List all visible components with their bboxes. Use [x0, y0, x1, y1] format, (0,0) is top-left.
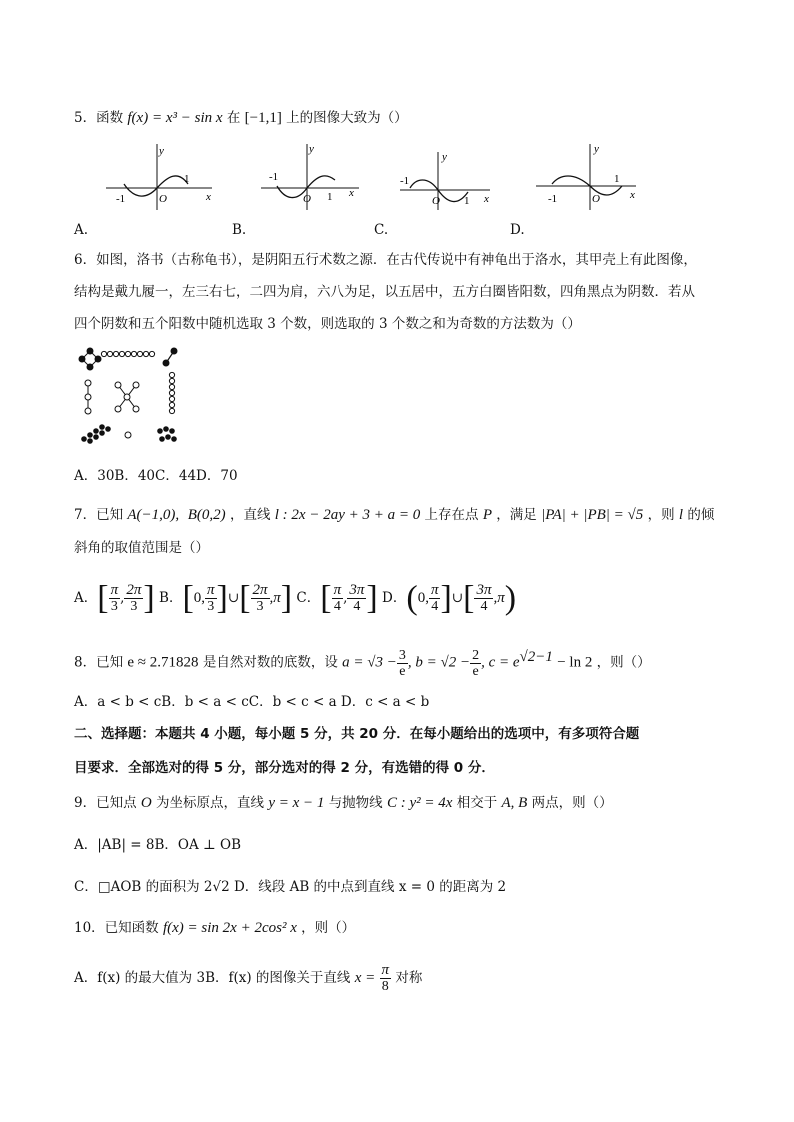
q10-stem: 10．已知函数 f(x) = sin 2x + 2cos² x ，则（）: [74, 920, 356, 936]
svg-text:1: 1: [614, 173, 620, 185]
q7-option-a[interactable]: A．[ $\frac{\pi}{3}$ , $\frac{2\pi}{3}$ ]: [74, 579, 155, 617]
svg-text:x: x: [630, 189, 635, 201]
svg-text:O: O: [159, 193, 167, 205]
luoshu-seven-circles: [169, 372, 174, 413]
svg-text:-1: -1: [116, 193, 126, 205]
q6-line-3: 四个阴数和五个阳数中随机选取 3 个数，则选取的 3 个数之和为奇数的方法数为（）: [74, 316, 581, 332]
svg-text:y: y: [309, 143, 314, 155]
svg-text:1: 1: [184, 173, 190, 185]
svg-text:x: x: [206, 191, 211, 203]
svg-text:O: O: [592, 193, 600, 205]
q5-graph-d: [532, 140, 644, 212]
q5-interval: [−1,1]: [244, 110, 282, 126]
svg-text:y: y: [594, 143, 599, 155]
q5-option-a[interactable]: A.: [74, 222, 89, 238]
svg-text:x: x: [349, 187, 354, 199]
q7-option-b[interactable]: B．[0, $\frac{\pi}{3}$ ]∪[ $\frac{2\pi}{3}$ ,π]: [159, 579, 293, 617]
q8-options[interactable]: A．a < b < cB．b < a < cC．b < c < a D．c < a < b: [74, 694, 430, 710]
q7-option-d[interactable]: D．(0, $\frac{\pi}{4}$ ]∪[ $\frac{3\pi}{4}$ ,π): [382, 579, 517, 617]
q9-options-ab[interactable]: A．|AB| = 8B．OA ⊥ OB: [74, 837, 242, 853]
luoshu-three-circles: [85, 380, 91, 414]
luoshu-eight-dots: [81, 424, 111, 444]
luoshu-figure: [74, 345, 194, 445]
svg-text:-1: -1: [400, 175, 410, 187]
section-2-line-2: 目要求．全部选对的得 5 分，部分选对的得 2 分，有选错的得 0 分．: [74, 760, 495, 776]
q5-option-c[interactable]: C.: [374, 222, 389, 238]
q7-option-c[interactable]: C．[ $\frac{\pi}{4}$ , $\frac{3\pi}{4}$ ]: [296, 579, 378, 617]
section-2-line-1: 二、选择题：本题共 4 小题，每小题 5 分，共 20 分．在每小题给出的选项中，有多项符合题: [74, 726, 640, 742]
q9-options-cd[interactable]: C．□AOB 的面积为 2√2 D．线段 AB 的中点到直线 x = 0 的距离为 2: [74, 879, 507, 895]
q10-options-ab[interactable]: A．f(x) 的最大值为 3B．f(x) 的图像关于直线 x = $\frac{\pi}{8}$ 对称: [74, 962, 423, 994]
svg-text:y: y: [159, 145, 164, 157]
luoshu-four-dots: [79, 348, 101, 370]
q9-stem: 9．已知点 O 为坐标原点，直线 y = x − 1 与抛物线 C : y² = 4x 相交于 A, B 两点，则（）: [74, 795, 613, 811]
luoshu-six-dots: [157, 426, 177, 442]
svg-text:-1: -1: [548, 193, 558, 205]
luoshu-five-circles: [115, 382, 139, 412]
q8-stem: 8．已知 e ≈ 2.71828 是自然对数的底数，设 a = √3 − $\frac{3}{e}$ , b = √2 − $\frac{2}{e}$ , $c = e^{√2-1} - \ln 2$ ，则（）: [74, 647, 651, 679]
q6-line-2: 结构是戴九履一，左三右七，二四为肩，六八为足，以五居中，五方白圈皆阳数，四角黑点为阴数．若从: [74, 284, 695, 300]
q5-graph-a: [100, 140, 220, 212]
svg-text:1: 1: [327, 191, 333, 203]
q5-stem: 5．函数 f(x) = x³ − sin x 在 [−1,1] 上的图像大致为（）: [74, 110, 408, 126]
svg-text:O: O: [303, 193, 311, 205]
svg-text:x: x: [484, 193, 489, 205]
q7-options: [74, 578, 516, 618]
svg-text:y: y: [442, 151, 447, 163]
svg-text:O: O: [432, 195, 440, 207]
q5-function: f(x) = x³ − sin x: [127, 110, 223, 126]
q5-graph-b: [255, 140, 365, 212]
svg-text:1: 1: [464, 195, 470, 207]
q6-line-1: 6．如图，洛书（古称龟书），是阴阳五行术数之源．在古代传说中有神龟出于洛水，其甲壳上有此图像，: [74, 252, 697, 268]
q7-line-2: 斜角的取值范围是（）: [74, 540, 209, 556]
q5-option-d[interactable]: D.: [510, 222, 525, 238]
luoshu-two-dots: [163, 348, 177, 366]
q7-line-1: 7．已知 A(−1,0), B(0,2) ，直线 l : 2x − 2ay + 3 + a = 0 上存在点 P ，满足 |PA| + |PB| = √5 ，则 l 的倾: [74, 507, 715, 523]
svg-text:-1: -1: [269, 171, 279, 183]
q5-graph-c: [396, 148, 496, 212]
q5-option-b[interactable]: B.: [232, 222, 247, 238]
q6-options[interactable]: A．30B．40C．44D．70: [74, 468, 238, 484]
luoshu-nine-circles: [101, 351, 154, 356]
luoshu-one-circle: [125, 432, 131, 438]
